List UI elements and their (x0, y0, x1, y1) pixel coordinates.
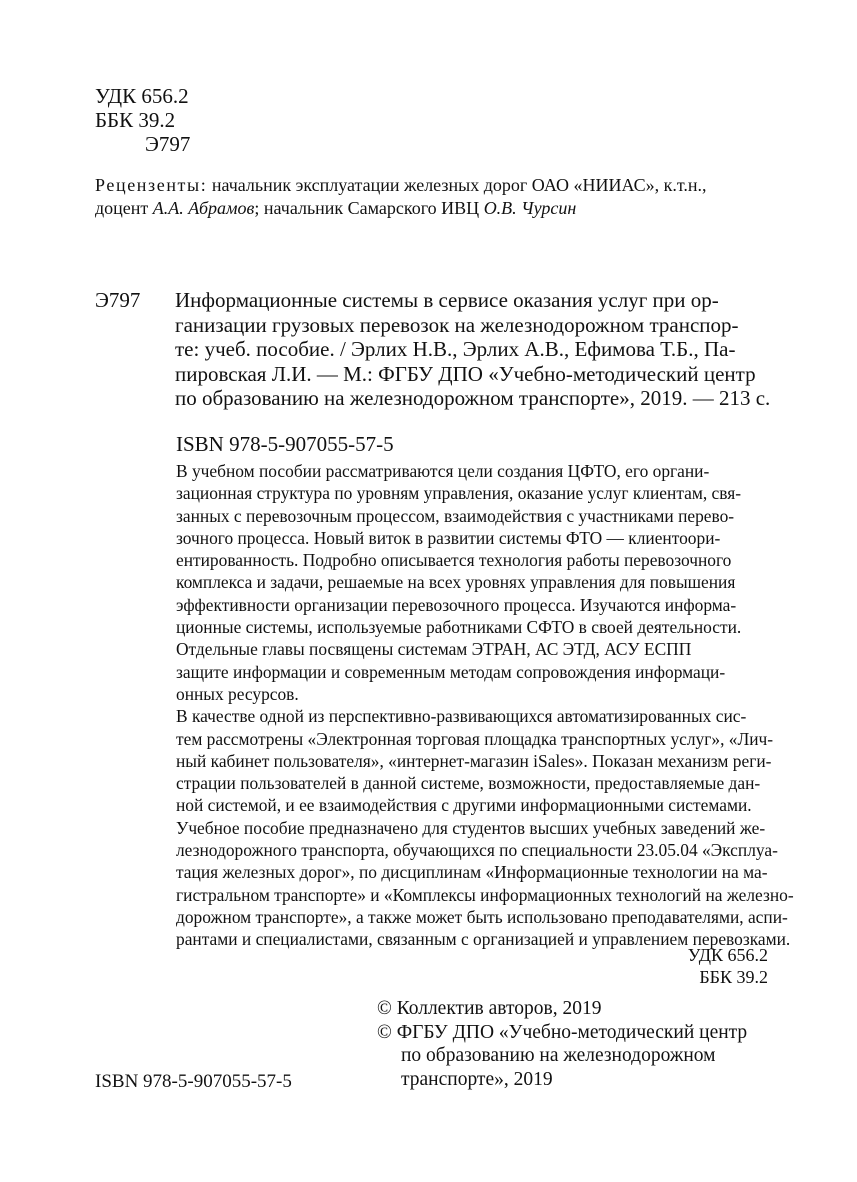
reviewer-1-name: А.А. Абрамов (152, 198, 255, 218)
copyright-authors: © Коллектив авторов, 2019 (377, 998, 602, 1019)
entry-line: пировская Л.И. — М.: ФГБУ ДПО «Учебно-методический центр (175, 361, 756, 386)
abstract-line: ентированность. Подробно описывается технология работы перевозочного (176, 550, 732, 571)
entry-line: по образованию на железнодорожном транспорте», 2019. — 213 с. (175, 386, 771, 410)
abstract-line: зочного процесса. Новый виток в развитии системы ФТО — клиентоори- (176, 527, 721, 548)
abstract-line: защите информации и современным методам сопровождения информаци- (176, 661, 726, 682)
reviewers-line-1 (95, 174, 775, 197)
reviewers-label: Рецензенты: (95, 175, 208, 195)
reviewer-2-name: О.В. Чурсин (483, 198, 577, 218)
bbk-code: ББК 39.2 (95, 108, 176, 132)
reviewer-1-text: начальник эксплуатации железных дорог ОАО «НИИАС», к.т.н., (207, 175, 707, 195)
abstract-line: Учебное пособие предназначено для студентов высших учебных заведений же- (176, 817, 766, 838)
abstract-line: тация железных дорог», по дисциплинам «Информационные технологии на ма- (176, 862, 768, 883)
reviewer-2-text: ; начальник Самарского ИВЦ (254, 198, 484, 218)
entry-author-mark: Э797 (95, 288, 141, 312)
entry-isbn: ISBN 978-5-907055-57-5 (176, 432, 394, 456)
abstract-line: тем рассмотрены «Электронная торговая площадка транспортных услуг», «Лич- (176, 728, 774, 749)
abstract-line: рантами и специалистами, связанным с организацией и управлением перевозками. (176, 929, 791, 950)
abstract-line: ционные системы, используемые работниками СФТО в своей деятельности. (176, 617, 742, 638)
abstract-line: эффективности организации перевозочного процесса. Изучаются информа- (176, 594, 737, 615)
abstract-line: гистральном транспорте» и «Комплексы информационных технологий на железно- (176, 884, 794, 905)
reviewers-block (95, 174, 775, 220)
abstract-line: комплекса и задачи, решаемые на всех уровнях управления для повышения (176, 572, 736, 593)
abstract-line: занных с перевозочным процессом, взаимодействия с участниками перево- (176, 505, 735, 526)
entry-description (175, 288, 778, 411)
abstract-line: Отдельные главы посвящены системам ЭТРАН, АС ЭТД, АСУ ЕСПП (176, 639, 692, 660)
copyright-publisher-cont: по образованию на железнодорожном (401, 1045, 716, 1066)
author-mark: Э797 (145, 132, 191, 156)
abstract-line: страции пользователей в данной системе, возможности, предоставляемые дан- (176, 773, 761, 794)
bibliographic-entry (95, 288, 778, 411)
closing-bbk: ББК 39.2 (699, 967, 768, 987)
copyright-block (377, 997, 777, 1091)
closing-udk: УДК 656.2 (687, 945, 768, 965)
abstract-line: В качестве одной из перспективно-развивающихся автоматизированных сис- (176, 706, 747, 727)
copyright-publisher: © ФГБУ ДПО «Учебно-методический центр (377, 1021, 748, 1043)
entry-line: те: учеб. пособие. / Эрлих Н.В., Эрлих А.В., Ефимова Т.Б., Па- (175, 337, 736, 361)
entry-line: ганизации грузовых перевозок на железнодорожном транспор- (175, 312, 739, 337)
abstract-line: зационная структура по уровням управления, оказание услуг клиентам, свя- (176, 483, 742, 504)
abstract-line: ный кабинет пользователя», «интернет-магазин iSales». Показан механизм реги- (176, 750, 772, 771)
entry-line: Информационные системы в сервисе оказания услуг при ор- (175, 288, 719, 312)
reviewer-1-title: доцент (95, 198, 153, 218)
reviewers-line-2 (95, 197, 775, 220)
udk-code: УДК 656.2 (95, 84, 189, 108)
abstract-line: дорожном транспорте», а также может быть использовано преподавателями, аспи- (176, 906, 788, 927)
abstract-line: лезнодорожного транспорта, обучающихся по специальности 23.05.04 «Эксплуа- (176, 840, 778, 861)
abstract-line: онных ресурсов. (176, 683, 299, 704)
abstract-text (176, 460, 794, 951)
classification-codes (95, 84, 190, 156)
copyright-publisher-year: транспорте», 2019 (401, 1068, 553, 1090)
closing-codes (660, 944, 768, 988)
footer-isbn: ISBN 978-5-907055-57-5 (95, 1071, 292, 1092)
abstract-line: ной системой, и ее взаимодействия с другими информационными системами. (176, 795, 752, 816)
abstract-line: В учебном пособии рассматриваются цели создания ЦФТО, его органи- (176, 461, 710, 481)
